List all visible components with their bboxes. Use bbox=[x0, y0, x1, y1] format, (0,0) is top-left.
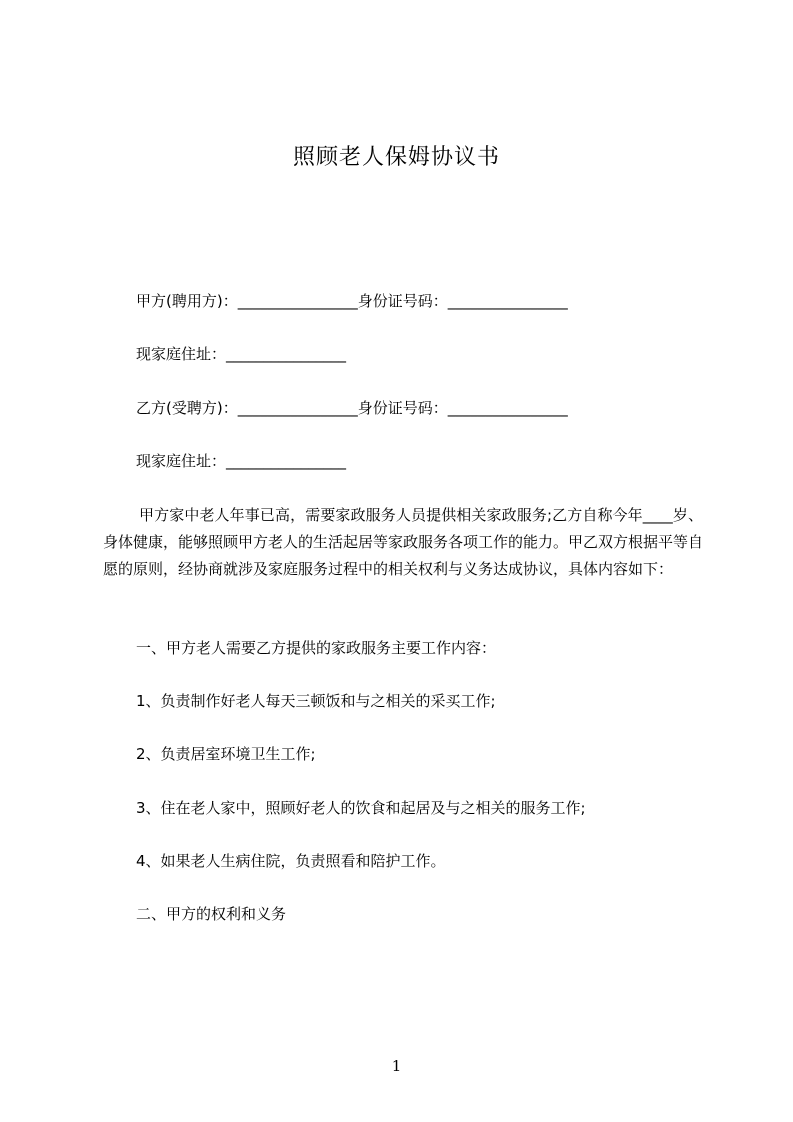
page-number: 1 bbox=[391, 1057, 402, 1075]
section-two-heading: 二、甲方的权利和义务 bbox=[136, 905, 287, 923]
list-item: 2、负责居室环境卫生工作; bbox=[136, 745, 316, 763]
list-item: 4、如果老人生病住院，负责照看和陪护工作。 bbox=[136, 852, 446, 870]
document-title: 照顾老人保姆协议书 bbox=[292, 145, 500, 170]
section-one-heading: 一、甲方老人需要乙方提供的家政服务主要工作内容： bbox=[136, 639, 497, 657]
intro-paragraph: 甲方家中老人年事已高，需要家政服务人员提供相关家政服务;乙方自称今年____岁、身体健康，能够照顾甲方老人的生活起居等家政服务各项工作的能力。甲乙双方根据平等自愿的原则，经协商就涉及家庭服务过程中的相关权利与义务达成协议，具体内容如下： bbox=[103, 506, 704, 578]
list-item: 3、住在老人家中，照顾好老人的饮食和起居及与之相关的服务工作; bbox=[136, 799, 586, 817]
party-b-address-line: 现家庭住址：________________ bbox=[136, 452, 347, 470]
party-a-line: 甲方(聘用方)：________________身份证号码：________________ bbox=[136, 292, 568, 310]
party-a-address-line: 现家庭住址：________________ bbox=[136, 345, 347, 363]
list-item: 1、负责制作好老人每天三顿饭和与之相关的采买工作; bbox=[136, 692, 496, 710]
party-b-line: 乙方(受聘方)：________________身份证号码：________________ bbox=[136, 399, 568, 417]
